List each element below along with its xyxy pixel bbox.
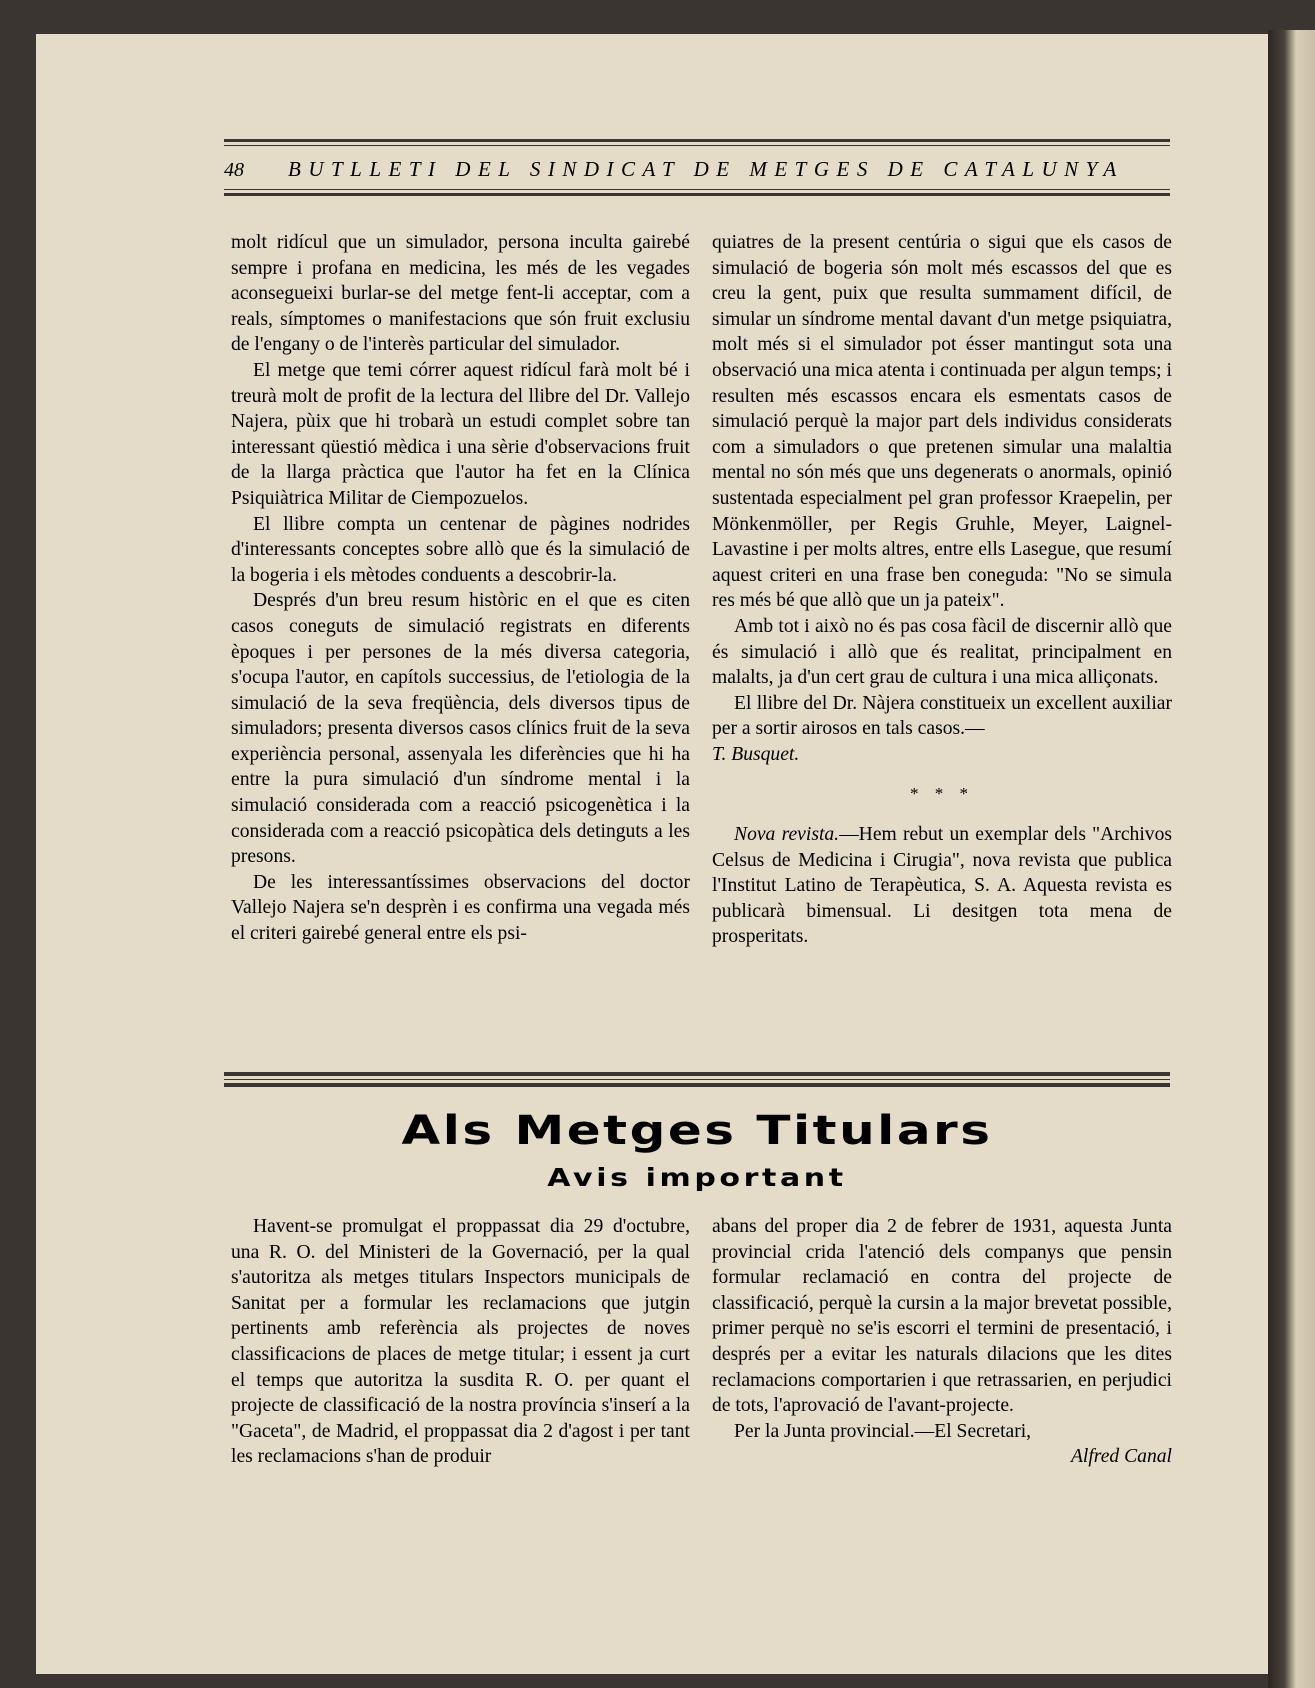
paragraph: quiatres de la present centúria o sigui que els casos de simulació de bogeria són molt més escassos del que es creu la gent, puix que resulta summament difícil, de simular un síndrome mental davant d'un metge psiquiatra, molt més si el simulador pot ésser mantingut sota una observació una mica atenta i continuada per algun temps; i resulten més escassos encara els esmentats casos de simulació perquè la major part dels individus considerats com a simuladors o que pretenen simular una malaltia mental no són més que uns degenerats o anormals, opinió sustentada especialment pel gran professor Kraepelin, per Mönkenmöller, per Regis Gruhle, Meyer, Laignel-Lavastine i per molts altres, entre ells Lasegue, que resumí aquest criteri en una frase ben coneguda: "No se simula res més bé que allò que un ja pateix". <box>712 232 1172 612</box>
notice-paragraph <box>712 822 1172 950</box>
paragraph: El llibre del Dr. Nàjera constitueix un excellent auxiliar per a sortir airosos en tals casos.— <box>712 692 1172 740</box>
book-edge <box>1268 30 1315 1688</box>
paragraph: El llibre compta un centenar de pàgines nodrides d'interessants conceptes sobre allò que és la simulació de la bogeria i els mètodes conduents a descobrir-la. <box>231 513 690 586</box>
announcement-column-left <box>231 1214 690 1470</box>
paragraph: El metge que temi córrer aquest ridícul farà molt bé i treurà molt de profit de la lectura del llibre del Dr. Vallejo Najera, pùix que hi trobarà un estudi complet sobre tan interessant qüestió mèdica i una sèrie d'observacions fruit de la llarga pràctica que l'autor ha fet en la Clínica Psiquiàtrica Militar de Ciempozuelos. <box>231 359 690 509</box>
paragraph: abans del proper dia 2 de febrer de 1931, aquesta Junta provincial crida l'atenció dels companys que pensin formular reclamació en contra del projecte de classificació, perquè la cursin a la major brevetat possible, primer perquè no se'is escorri el termini de presentació, i després per a evitar les naturals dilacions que les dites reclamacions comportarien i que retrassarien, en perjudici de tots, l'aprovació de l'avant-projecte. <box>712 1216 1172 1417</box>
header-rule-top-thin <box>224 145 1170 146</box>
paragraph: De les interessantíssimes observacions del doctor Vallejo Najera se'n desprèn i es confirma una vegada més el criteri gairebé general entre els psi- <box>231 871 690 945</box>
notice-label: Nova revista. <box>734 824 840 846</box>
notice-text: —Hem rebut un exemplar dels "Archivos Celsus de Medicina i Cirugia", nova revista que publica l'Institut Latino de Terapèutica, S. A. Aquesta revista es publicarà bimensual. Li desitgen tota mena de prosperitats. <box>712 824 1172 948</box>
section-rule-thick-2 <box>224 1083 1170 1087</box>
paragraph: Per la Junta provincial.—El Secretari, <box>734 1420 1032 1442</box>
paragraph: Havent-se promulgat el proppassat dia 29 d'octubre, una R. O. del Ministeri de la Governació, per la qual s'autoritza als metges titulars Inspectors municipals de Sanitat per a formular les reclamacions que jutgin pertinents amb referència als projectes de noves classificacions de places de metge titular; i essent ja curt el temps que autoritza la susdita R. O. per quant el projecte de classificació de la nostra província s'inserí a la "Gaceta", de Madrid, el proppassat dia 2 d'agost i per tant les reclamacions s'han de produir <box>231 1216 690 1468</box>
header-rule-bottom-thin <box>224 189 1170 190</box>
announcement-title: Als Metges Titulars <box>401 1108 993 1154</box>
review-signature: T. Busquet. <box>712 743 800 765</box>
page-number: 48 <box>224 159 244 181</box>
announcement-column-right <box>712 1214 1172 1470</box>
section-rule-thick <box>224 1072 1170 1076</box>
section-separator: * * * <box>910 784 974 804</box>
review-column-left <box>231 230 690 947</box>
running-title: BUTLLETI DEL SINDICAT DE METGES DE CATALUNYA <box>288 157 1124 181</box>
section-rule-mid <box>224 1079 1170 1080</box>
announcement-subtitle: Avis important <box>547 1163 847 1192</box>
paragraph: molt ridícul que un simulador, persona inculta gairebé sempre i profana en medicina, les més de les vegades aconsegueixi burlar-se del metge fent-li acceptar, com a reals, símptomes o manifestacions que són fruit exclusiu de l'engany o de l'interès particular del simulador. <box>231 232 690 356</box>
paragraph: Amb tot i això no és pas cosa fàcil de discernir allò que és simulació i allò que és realitat, principalment en malalts, ja d'un cert grau de cultura i una mica alliçonats. <box>712 615 1172 689</box>
paragraph: Després d'un breu resum històric en el que es citen casos coneguts de simulació registrats en diferents èpoques i per persones de la més diversa categoria, s'ocupa l'autor, en capítols successius, de l'etiologia de la simulació de la seva freqüència, dels diversos tipus de simuladors; presenta diversos casos clínics fruit de la seva experiència personal, assenyala les diferències que hi ha entre la pura simulació d'un síndrome mental i la simulació considerada com a reacció psicogenètica i la considerada com a reacció psicopàtica dels detinguts a les presons. <box>231 590 690 868</box>
announcement-signature: Alfred Canal <box>1070 1446 1172 1468</box>
header-rule-top <box>224 139 1170 142</box>
page-header <box>224 139 1170 199</box>
review-column-right <box>712 230 1172 950</box>
header-rule-bottom <box>224 193 1170 196</box>
